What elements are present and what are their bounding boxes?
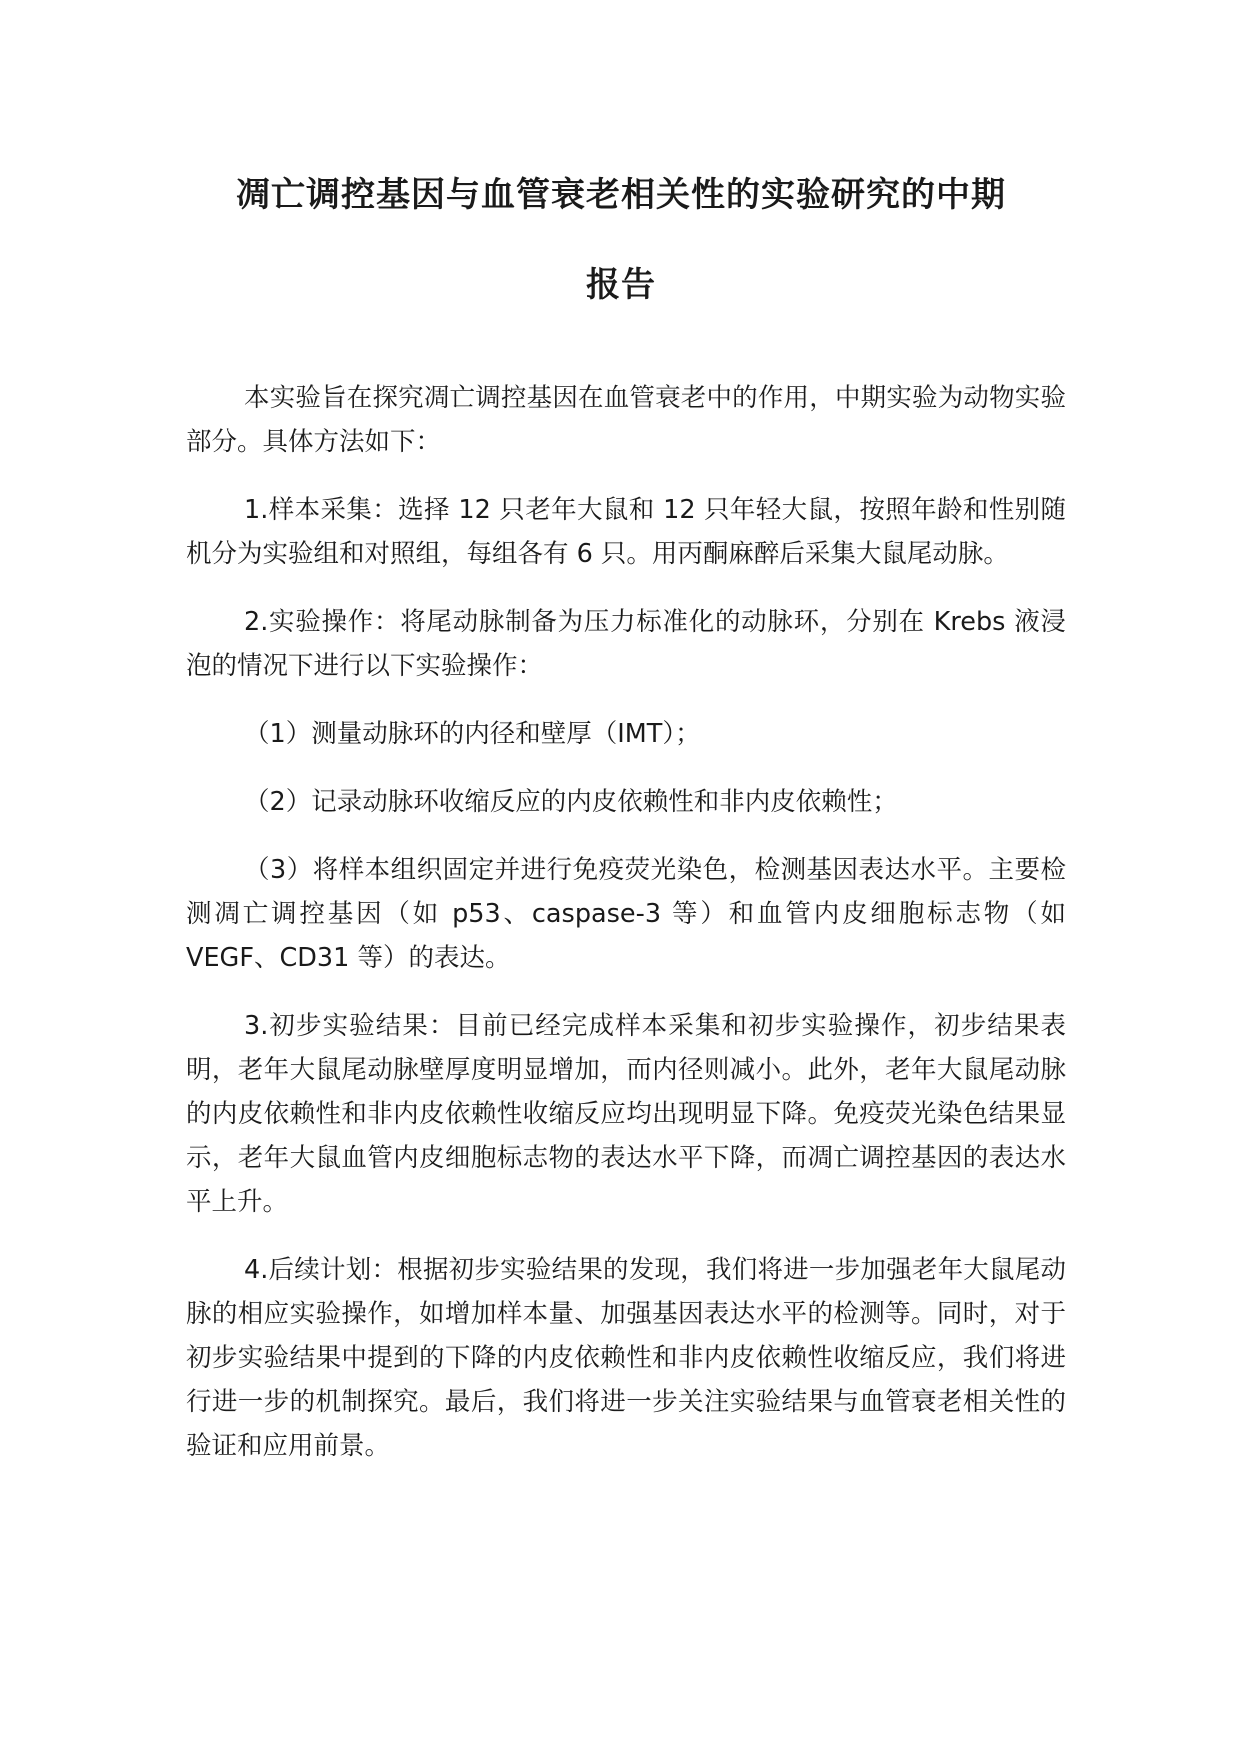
paragraph-sampling: 1.样本采集：选择 12 只老年大鼠和 12 只年轻大鼠，按照年龄和性别随机分为实验组和对照组，每组各有 6 只。用丙酮麻醉后采集大鼠尾动脉。: [186, 495, 1066, 569]
document-body: [186, 376, 1066, 1492]
paragraph-step-2: （2）记录动脉环收缩反应的内皮依赖性和非内皮依赖性；: [244, 787, 898, 817]
title-line-1: 凋亡调控基因与血管衰老相关性的实验研究的中期: [236, 175, 1006, 215]
paragraph-intro: 本实验旨在探究凋亡调控基因在血管衰老中的作用，中期实验为动物实验部分。具体方法如下：: [186, 383, 1066, 457]
title-line-2: 报告: [586, 265, 656, 305]
paragraph-operation: 2.实验操作：将尾动脉制备为压力标准化的动脉环，分别在 Krebs 液浸泡的情况下进行以下实验操作：: [186, 607, 1066, 681]
paragraph-results: 3.初步实验结果：目前已经完成样本采集和初步实验操作，初步结果表明，老年大鼠尾动脉壁厚度明显增加，而内径则减小。此外，老年大鼠尾动脉的内皮依赖性和非内皮依赖性收缩反应均出现明显下降。免疫荧光染色结果显示，老年大鼠血管内皮细胞标志物的表达水平下降，而凋亡调控基因的表达水平上升。: [186, 1011, 1066, 1217]
paragraph-plan: 4.后续计划：根据初步实验结果的发现，我们将进一步加强老年大鼠尾动脉的相应实验操作，如增加样本量、加强基因表达水平的检测等。同时，对于初步实验结果中提到的下降的内皮依赖性和非内皮依赖性收缩反应，我们将进行进一步的机制探究。最后，我们将进一步关注实验结果与血管衰老相关性的验证和应用前景。: [186, 1255, 1066, 1461]
paragraph-step-1: （1）测量动脉环的内径和壁厚（IMT）；: [244, 719, 701, 749]
paragraph-step-3: （3）将样本组织固定并进行免疫荧光染色，检测基因表达水平。主要检测凋亡调控基因（如 p53、caspase-3 等）和血管内皮细胞标志物（如 VEGF、CD31 等）的表达。: [186, 855, 1066, 973]
document-title: [186, 150, 1056, 330]
